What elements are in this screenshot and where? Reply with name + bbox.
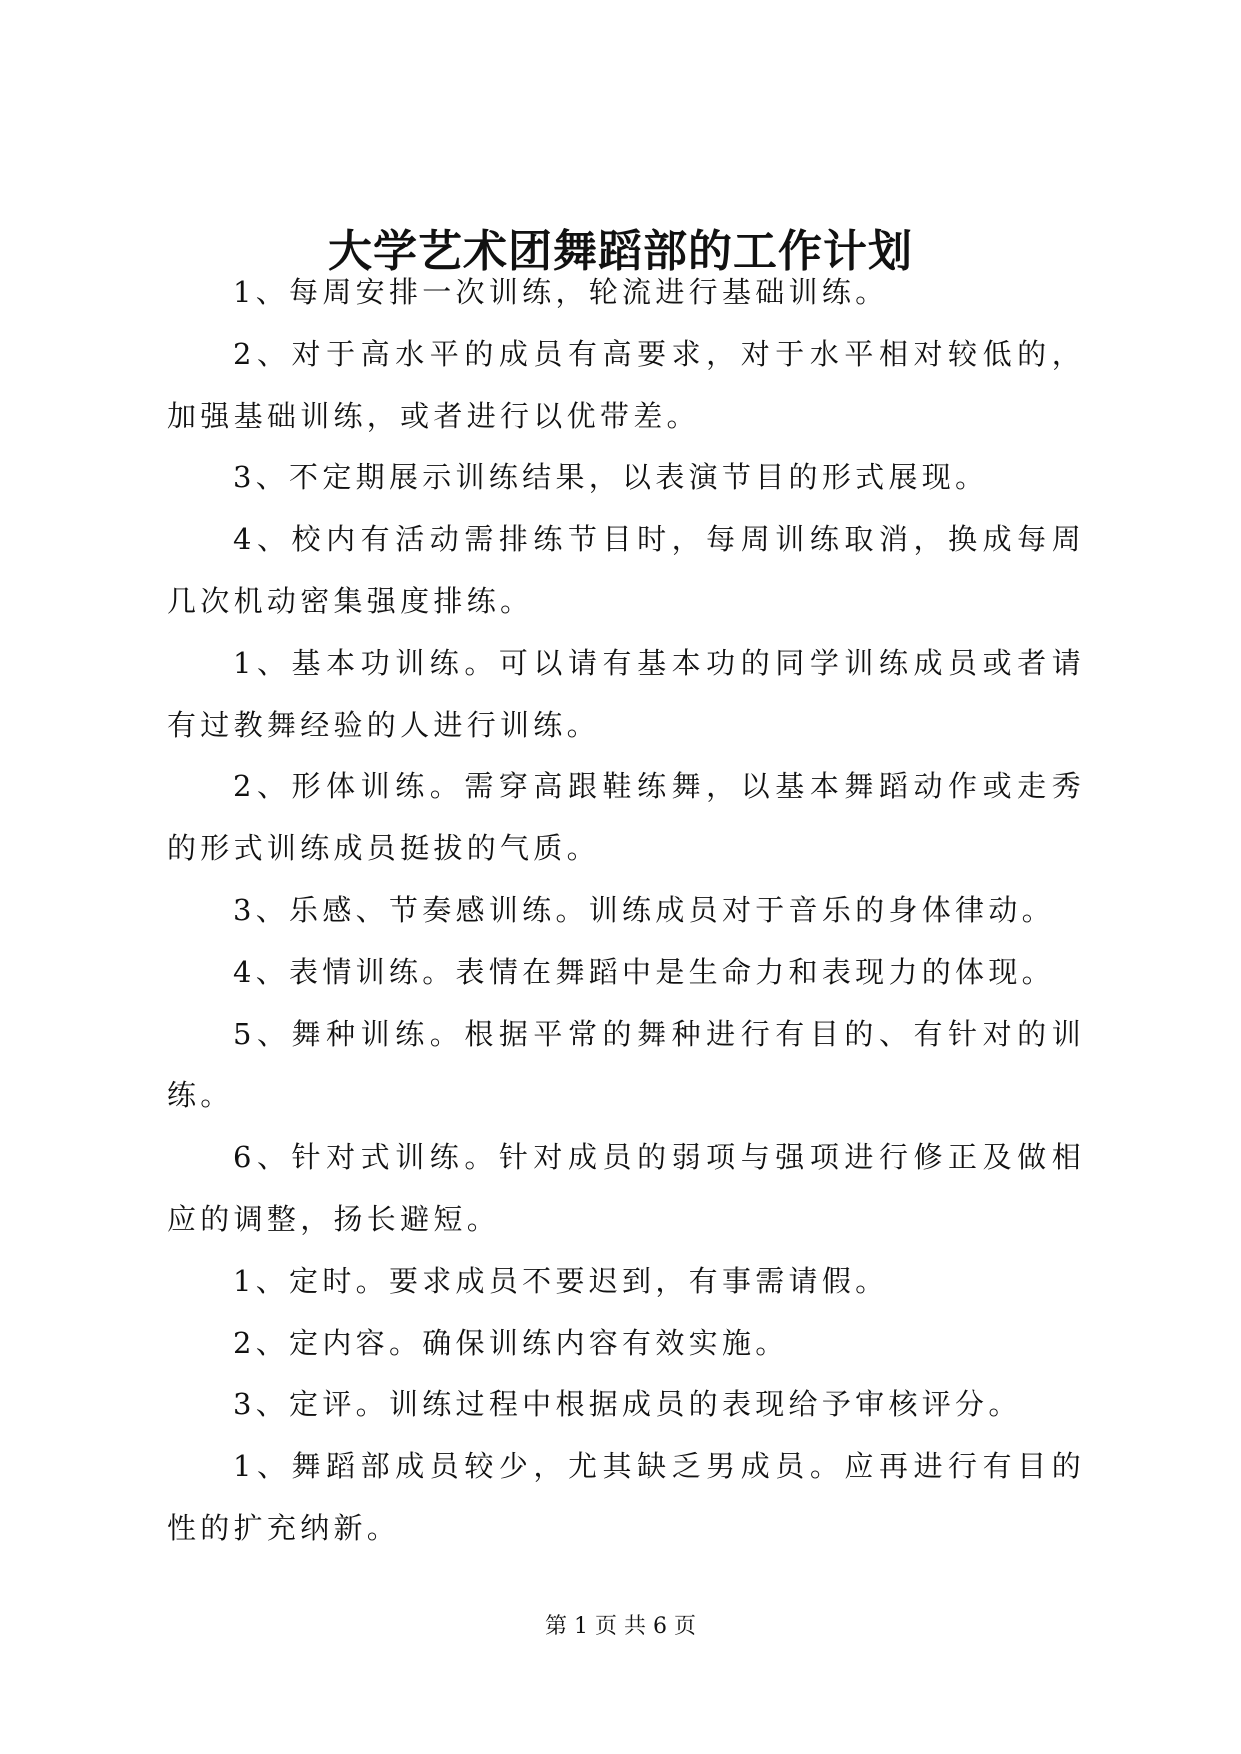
paragraph: 1、基本功训练。可以请有基本功的同学训练成员或者请有过教舞经验的人进行训练。 bbox=[167, 645, 1085, 742]
paragraph: 2、定内容。确保训练内容有效实施。 bbox=[233, 1325, 789, 1360]
paragraph: 3、乐感、节奏感训练。训练成员对于音乐的身体律动。 bbox=[233, 892, 1055, 927]
paragraph: 2、对于高水平的成员有高要求，对于水平相对较低的，加强基础训练，或者进行以优带差。 bbox=[167, 336, 1085, 433]
paragraph: 3、不定期展示训练结果，以表演节目的形式展现。 bbox=[233, 460, 989, 495]
paragraph: 3、定评。训练过程中根据成员的表现给予审核评分。 bbox=[233, 1387, 1022, 1422]
paragraph: 2、形体训练。需穿高跟鞋练舞，以基本舞蹈动作或走秀的形式训练成员挺拔的气质。 bbox=[167, 769, 1085, 866]
paragraph: 1、舞蹈部成员较少，尤其缺乏男成员。应再进行有目的性的扩充纳新。 bbox=[167, 1449, 1085, 1545]
paragraph: 6、针对式训练。针对成员的弱项与强项进行修正及做相应的调整，扬长避短。 bbox=[167, 1140, 1085, 1236]
page-footer: 第 1 页 共 6 页 bbox=[545, 1614, 696, 1639]
paragraph: 1、定时。要求成员不要迟到，有事需请假。 bbox=[233, 1263, 889, 1298]
document-title: 大学艺术团舞蹈部的工作计划 bbox=[328, 226, 913, 277]
paragraph: 1、每周安排一次训练，轮流进行基础训练。 bbox=[233, 275, 889, 309]
paragraph: 4、表情训练。表情在舞蹈中是生命力和表现力的体现。 bbox=[233, 954, 1055, 989]
paragraph: 4、校内有活动需排练节目时，每周训练取消，换成每周几次机动密集强度排练。 bbox=[167, 522, 1085, 618]
paragraph: 5、舞种训练。根据平常的舞种进行有目的、有针对的训练。 bbox=[167, 1016, 1085, 1113]
document-body bbox=[167, 262, 1085, 1560]
